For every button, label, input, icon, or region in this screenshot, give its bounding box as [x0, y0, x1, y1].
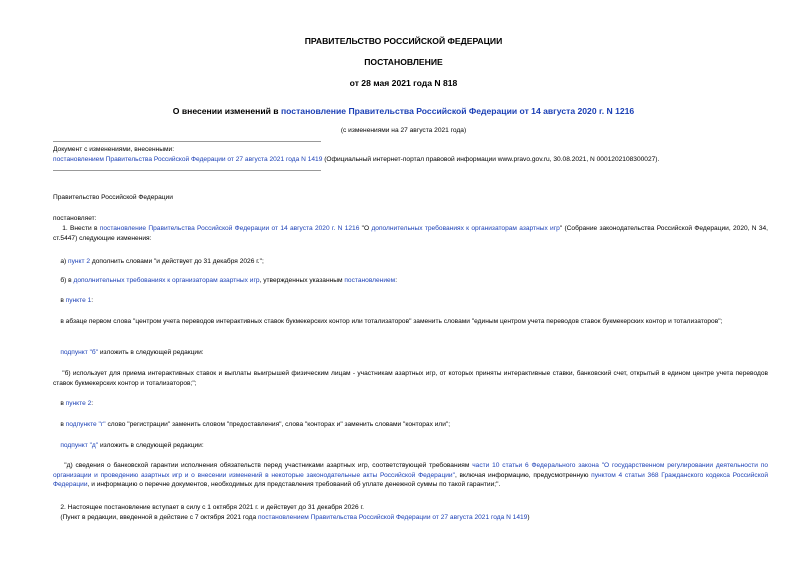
pb-link-requirements[interactable]: дополнительных требованиях к организаторам азартных игр [73, 277, 260, 284]
paragraph-decides: постановляет: [53, 215, 97, 222]
document-title [0, 106, 807, 116]
government-heading: ПРАВИТЕЛЬСТВО РОССИЙСКОЙ ФЕДЕРАЦИИ [304, 36, 503, 46]
paragraph-c [53, 296, 768, 306]
p2-note-a: (Пункт в редакции, введенной в действие с 7 октября 2021 года [60, 514, 258, 521]
paragraph-government: Правительство Российской Федерации [53, 194, 173, 201]
title-prefix: О внесении изменений в [172, 106, 281, 116]
bottom-divider [53, 170, 321, 171]
paragraph-f [53, 369, 768, 388]
p1-text-a: 1. Внести в [62, 225, 100, 232]
p1-link-resolution[interactable]: постановление Правительства Российской Федерации от 14 августа 2020 г. N 1216 [99, 225, 360, 232]
p2-note-link[interactable]: постановлением Правительства Российской Федерации от 27 августа 2021 года N 1419 [257, 514, 528, 521]
ph-text-a: в [60, 421, 66, 428]
pi-text-b: изложить в следующей редакции: [98, 442, 204, 449]
pa-text-b: дополнить словами "и действует до 31 декабря 2026 г."; [90, 258, 264, 265]
date-number: от 28 мая 2021 года N 818 [349, 78, 458, 88]
paragraph-a [53, 257, 768, 267]
pb-text-b: , утвержденных указанным [259, 277, 345, 284]
pa-link[interactable]: пункт 2 [68, 258, 91, 265]
pe-text-b: изложить в следующей редакции: [98, 349, 204, 356]
doc-type-heading: ПОСТАНОВЛЕНИЕ [364, 57, 443, 67]
paragraph-d [53, 317, 768, 327]
pj-text-c: , и информацию о перечне документов, необходимых для представления требований об уплате денежной суммы по такой гарантии;". [87, 481, 501, 489]
paragraph-h [53, 420, 768, 430]
pc-text-a: в [60, 297, 66, 304]
amendments-source-line [53, 155, 768, 165]
amendments-source: (Официальный интернет-портал правовой информации www.pravo.gov.ru, 30.08.2021, N 0001202108300027). [322, 155, 660, 163]
paragraph-i [53, 441, 768, 451]
pg-text-a: в [60, 400, 66, 407]
pj-link-civil-code[interactable]: пунктом 4 статьи 368 Гражданского кодекса Российской Федерации [53, 471, 769, 489]
pb-link-resolution[interactable]: постановлением [344, 277, 396, 284]
top-divider [53, 141, 321, 142]
ph-text-b: слово "регистрации" заменить словом "предоставления", слова "конторах и" заменить словами "конторах или"; [105, 421, 451, 428]
p1-text-b: "О [359, 225, 372, 232]
amendments-box [53, 145, 768, 164]
p1-text-c: " (Собрание законодательства Российской Федерации, 2020, N 34, ст.5447) следующие изменения: [53, 225, 769, 242]
pc-text-b: : [91, 297, 94, 304]
pj-link-federal-law[interactable]: части 10 статьи 6 Федерального закона "О государственном регулировании деятельности по организации и проведению азартных игр и о внесении изменений в некоторые законодательные акты Российской Федерации" [53, 462, 769, 479]
pb-text-a: б) в [60, 277, 74, 284]
paragraph-j [53, 461, 768, 490]
paragraph-g [53, 399, 768, 409]
p2-note-b: ) [527, 514, 530, 521]
pg-text-b: : [91, 400, 94, 407]
paragraph-2 [53, 503, 768, 513]
pf-text: "б) использует для приема интерактивных ставок и выплаты выигрышей физическим лицам - участникам азартных игр, от которых приняты интерактивные ставки, банковский счет, открытый в едином центре учета переводов ставок букмекерских контор и тотализаторов;"; [53, 370, 769, 387]
pb-text-c: : [395, 277, 398, 284]
pj-text-b: , включая информацию, предусмотренную [454, 471, 592, 479]
amendments-link[interactable]: постановлением Правительства Российской Федерации от 27 августа 2021 года N 1419 [53, 155, 323, 163]
pi-link[interactable]: подпункт "д" [60, 442, 99, 449]
paragraph-e [53, 348, 768, 358]
pd-text: в абзаце первом слова "центром учета переводов интерактивных ставок букмекерских контор или тотализаторов" заменить словами "единым центром учета переводов ставок букмекерских контор и тотализаторов"; [60, 318, 723, 325]
pa-text-a: а) [60, 258, 69, 265]
pc-link[interactable]: пункте 1 [65, 297, 92, 304]
amended-note: (с изменениями на 27 августа 2021 года) [340, 127, 467, 134]
amendments-label: Документ с изменениями, внесенными: [53, 146, 175, 153]
paragraph-2-note [53, 513, 768, 523]
p1-link-requirements[interactable]: дополнительных требованиях к организаторам азартных игр [371, 225, 560, 232]
pe-link[interactable]: подпункт "б" [60, 349, 99, 356]
paragraph-b [53, 276, 768, 286]
title-link[interactable]: постановление Правительства Российской Федерации от 14 августа 2020 г. N 1216 [280, 106, 635, 116]
pg-link[interactable]: пункте 2 [65, 400, 92, 407]
paragraph-1 [53, 224, 768, 243]
pj-text-a: "д) сведения о банковской гарантии исполнения обязательств перед участниками азартных игр, соответствующей требованиям [64, 462, 473, 469]
ph-link[interactable]: подпункте "г" [65, 421, 106, 428]
p2-text: 2. Настоящее постановление вступает в силу с 1 октября 2021 г. и действует до 31 декабря 2026 г. [60, 504, 364, 511]
